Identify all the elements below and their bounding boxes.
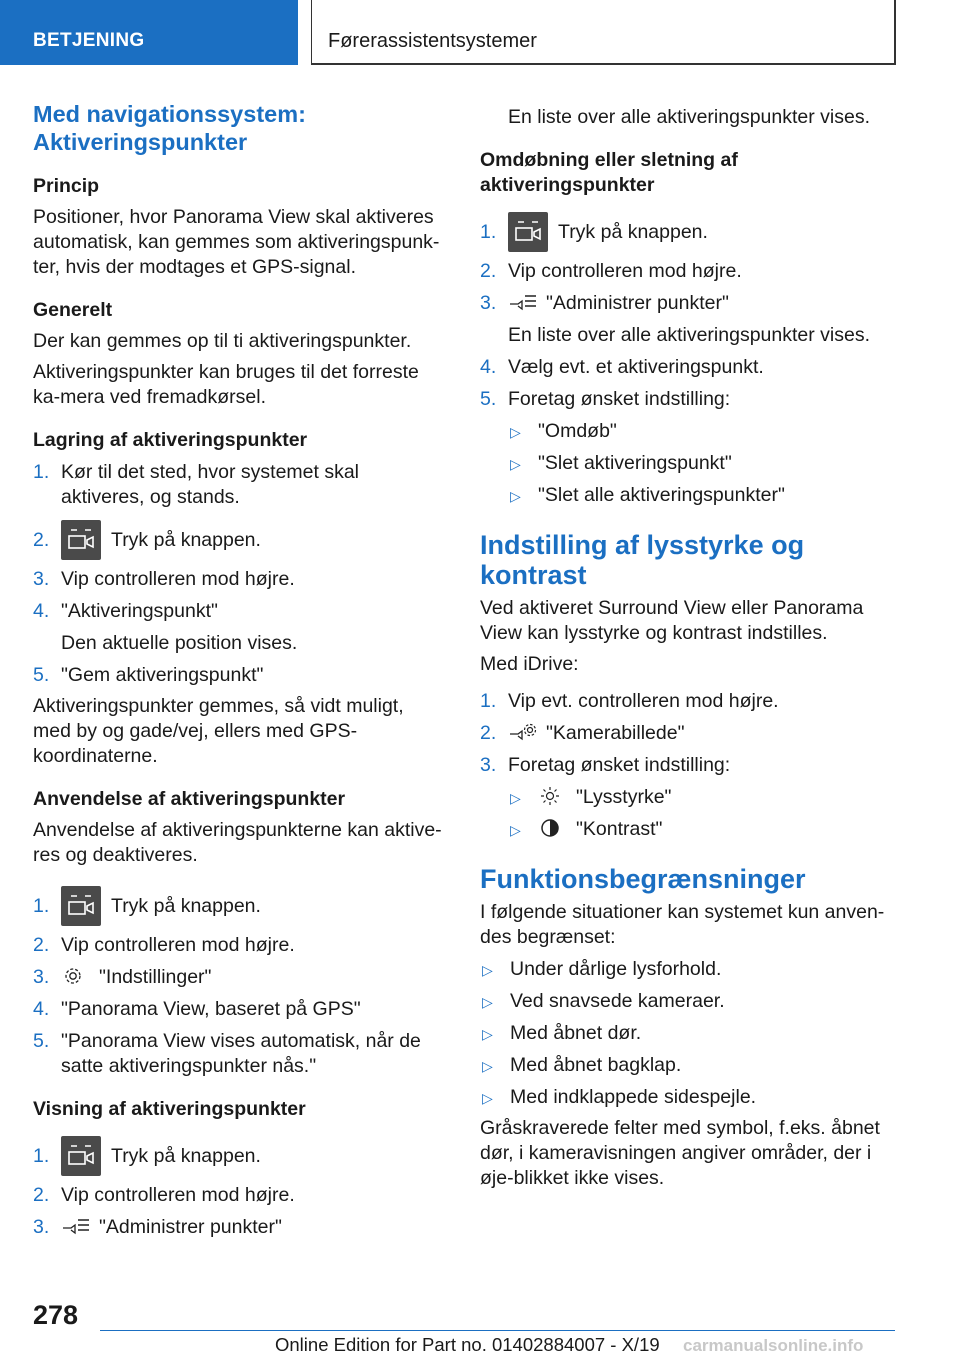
heading-rename: Omdøbning eller sletning af aktiveringspunkter bbox=[480, 149, 738, 196]
contrast-icon bbox=[538, 818, 568, 838]
brightness-text: Ved aktiveret Surround View eller Panorama View kan lysstyrke og kontrast indstilles. bbox=[480, 597, 864, 644]
edition-text: Online Edition for Part no. 01402884007 - X/19 bbox=[275, 1334, 660, 1355]
camera-settings-icon bbox=[508, 722, 538, 742]
delete-option bbox=[480, 451, 900, 476]
use-step-3 bbox=[33, 965, 443, 990]
step-number: 1. bbox=[33, 1145, 50, 1167]
delete-all-option bbox=[480, 483, 900, 508]
limit-text: Med åbnet dør. bbox=[510, 1022, 642, 1044]
rename-step-4 bbox=[480, 355, 900, 380]
rename-step-5 bbox=[480, 387, 900, 412]
limit-item bbox=[480, 1053, 900, 1078]
camera-button-icon bbox=[61, 886, 101, 926]
step-text: "Kamerabillede" bbox=[546, 722, 685, 744]
use-step-2 bbox=[33, 933, 443, 958]
rename-step-2 bbox=[480, 259, 900, 284]
display-step-3 bbox=[33, 1215, 443, 1240]
triangle-bullet-icon: ▷ bbox=[482, 1090, 493, 1106]
section-title: BETJENING bbox=[33, 30, 145, 51]
step-text: Foretag ønsket indstilling: bbox=[508, 754, 731, 776]
manage-points-icon bbox=[508, 292, 538, 312]
triangle-bullet-icon: ▷ bbox=[482, 1058, 493, 1074]
limit-text: Med indklappede sidespejle. bbox=[510, 1086, 757, 1108]
heading-activation-points: Med navigationssystem: Aktiveringspunkter bbox=[33, 101, 306, 155]
step-number: 5. bbox=[480, 388, 497, 410]
step-text: "Panorama View, baseret på GPS" bbox=[61, 998, 361, 1020]
contrast-option bbox=[480, 817, 900, 842]
right-column bbox=[480, 105, 900, 1191]
option-text: "Slet alle aktiveringspunkter" bbox=[538, 484, 785, 506]
rename-step-3-note: En liste over alle aktiveringspunkter vises. bbox=[508, 324, 870, 346]
camera-button-icon bbox=[61, 520, 101, 560]
step-number: 3. bbox=[480, 754, 497, 776]
save-step-5 bbox=[33, 663, 443, 688]
brightness-step-2 bbox=[480, 721, 900, 746]
use-step-5 bbox=[33, 1029, 443, 1079]
rename-option bbox=[480, 419, 900, 444]
step-text: "Administrer punkter" bbox=[546, 292, 729, 314]
triangle-bullet-icon: ▷ bbox=[510, 456, 521, 472]
step-text: Tryk på knappen. bbox=[111, 529, 261, 551]
triangle-bullet-icon: ▷ bbox=[510, 424, 521, 440]
display-step-2 bbox=[33, 1183, 443, 1208]
watermark: carmanualsonline.info bbox=[683, 1336, 864, 1355]
triangle-bullet-icon: ▷ bbox=[510, 790, 521, 806]
triangle-bullet-icon: ▷ bbox=[510, 822, 521, 838]
save-step-4-note: Den aktuelle position vises. bbox=[61, 632, 298, 654]
step-number: 3. bbox=[33, 1216, 50, 1238]
principle-text: Positioner, hvor Panorama View skal aktiveres automatisk, kan gemmes som aktiveringspunk-ter, hvis der modtages et GPS-signal. bbox=[33, 206, 440, 278]
display-step-1 bbox=[33, 1136, 443, 1176]
brightness-option bbox=[480, 785, 900, 810]
triangle-bullet-icon: ▷ bbox=[510, 488, 521, 504]
step-number: 3. bbox=[33, 568, 50, 590]
sun-icon bbox=[538, 786, 568, 806]
step-text: Tryk på knappen. bbox=[111, 895, 261, 917]
triangle-bullet-icon: ▷ bbox=[482, 1026, 493, 1042]
step-number: 1. bbox=[33, 461, 50, 483]
heading-use: Anvendelse af aktiveringspunkter bbox=[33, 788, 346, 810]
left-column bbox=[33, 100, 443, 1240]
rename-step-1 bbox=[480, 212, 900, 252]
option-text: "Lysstyrke" bbox=[576, 786, 672, 808]
limit-text: Ved snavsede kameraer. bbox=[510, 990, 725, 1012]
step-text: "Gem aktiveringspunkt" bbox=[61, 664, 264, 686]
step-text: Vip controlleren mod højre. bbox=[61, 568, 295, 590]
footer-divider bbox=[100, 1330, 895, 1331]
step-number: 3. bbox=[33, 966, 50, 988]
limits-note: Gråskraverede felter med symbol, f.eks. åbnet dør, i kameravisningen angiver områder, der i øje-blikket ikke vises. bbox=[480, 1117, 880, 1189]
heading-general: Generelt bbox=[33, 299, 113, 321]
camera-button-icon bbox=[61, 1136, 101, 1176]
step-number: 2. bbox=[33, 529, 50, 551]
use-step-1 bbox=[33, 886, 443, 926]
step-text: "Indstillinger" bbox=[99, 966, 212, 988]
save-step-2 bbox=[33, 520, 443, 560]
step-number: 1. bbox=[480, 690, 497, 712]
camera-button-icon bbox=[508, 212, 548, 252]
step-text: Vip evt. controlleren mod højre. bbox=[508, 690, 779, 712]
limit-item bbox=[480, 957, 900, 982]
manage-points-icon bbox=[61, 1216, 91, 1236]
step-number: 5. bbox=[33, 1030, 50, 1052]
brightness-step-1 bbox=[480, 689, 900, 714]
limits-text: I følgende situationer kan systemet kun anven-des begrænset: bbox=[480, 901, 885, 948]
idrive-label: Med iDrive: bbox=[480, 653, 579, 675]
settings-gear-icon bbox=[61, 966, 91, 986]
list-shown-text: En liste over alle aktiveringspunkter vises. bbox=[508, 106, 870, 128]
limit-text: Under dårlige lysforhold. bbox=[510, 958, 722, 980]
step-text: Vip controlleren mod højre. bbox=[61, 934, 295, 956]
use-step-4 bbox=[33, 997, 443, 1022]
limit-item bbox=[480, 989, 900, 1014]
step-text: "Panorama View vises automatisk, når de satte aktiveringspunkter nås." bbox=[61, 1030, 421, 1077]
heading-limits: Funktionsbegrænsninger bbox=[480, 864, 806, 894]
heading-display: Visning af aktiveringspunkter bbox=[33, 1098, 306, 1120]
step-text: "Aktiveringspunkt" bbox=[61, 600, 218, 622]
save-step-4 bbox=[33, 599, 443, 624]
step-text: "Administrer punkter" bbox=[99, 1216, 282, 1238]
step-number: 5. bbox=[33, 664, 50, 686]
chapter-tab bbox=[311, 0, 896, 65]
heading-principle: Princip bbox=[33, 175, 100, 197]
limit-item bbox=[480, 1085, 900, 1110]
limit-item bbox=[480, 1021, 900, 1046]
general-text-2: Aktiveringspunkter kan bruges til det forreste ka-mera ved fremadkørsel. bbox=[33, 361, 419, 408]
heading-brightness: Indstilling af lysstyrke og kontrast bbox=[480, 530, 805, 590]
step-number: 4. bbox=[33, 998, 50, 1020]
step-number: 1. bbox=[480, 221, 497, 243]
step-number: 4. bbox=[33, 600, 50, 622]
step-text: Foretag ønsket indstilling: bbox=[508, 388, 731, 410]
step-number: 3. bbox=[480, 292, 497, 314]
step-number: 2. bbox=[480, 260, 497, 282]
page-number: 278 bbox=[33, 1300, 79, 1330]
triangle-bullet-icon: ▷ bbox=[482, 994, 493, 1010]
chapter-title: Førerassistentsystemer bbox=[328, 30, 537, 52]
step-text: Tryk på knappen. bbox=[111, 1145, 261, 1167]
step-text: Vælg evt. et aktiveringspunkt. bbox=[508, 356, 764, 378]
step-number: 2. bbox=[33, 1184, 50, 1206]
step-number: 1. bbox=[33, 895, 50, 917]
rename-step-3 bbox=[480, 291, 900, 316]
limit-text: Med åbnet bagklap. bbox=[510, 1054, 682, 1076]
save-step-1 bbox=[33, 460, 443, 510]
option-text: "Omdøb" bbox=[538, 420, 617, 442]
step-text: Vip controlleren mod højre. bbox=[61, 1184, 295, 1206]
option-text: "Kontrast" bbox=[576, 818, 663, 840]
section-tab bbox=[0, 0, 298, 65]
step-text: Vip controlleren mod højre. bbox=[508, 260, 742, 282]
heading-save: Lagring af aktiveringspunkter bbox=[33, 429, 308, 451]
step-number: 2. bbox=[480, 722, 497, 744]
brightness-step-3 bbox=[480, 753, 900, 778]
save-step-3 bbox=[33, 567, 443, 592]
use-text: Anvendelse af aktiveringspunkterne kan aktive-res og deaktiveres. bbox=[33, 819, 442, 866]
save-result-text: Aktiveringspunkter gemmes, så vidt muligt, med by og gade/vej, ellers med GPS-koordinaterne. bbox=[33, 695, 404, 767]
step-number: 2. bbox=[33, 934, 50, 956]
step-number: 4. bbox=[480, 356, 497, 378]
triangle-bullet-icon: ▷ bbox=[482, 962, 493, 978]
step-text: Kør til det sted, hvor systemet skal aktiveres, og stands. bbox=[61, 461, 360, 508]
general-text-1: Der kan gemmes op til ti aktiveringspunkter. bbox=[33, 330, 412, 352]
option-text: "Slet aktiveringspunkt" bbox=[538, 452, 732, 474]
step-text: Tryk på knappen. bbox=[558, 221, 708, 243]
